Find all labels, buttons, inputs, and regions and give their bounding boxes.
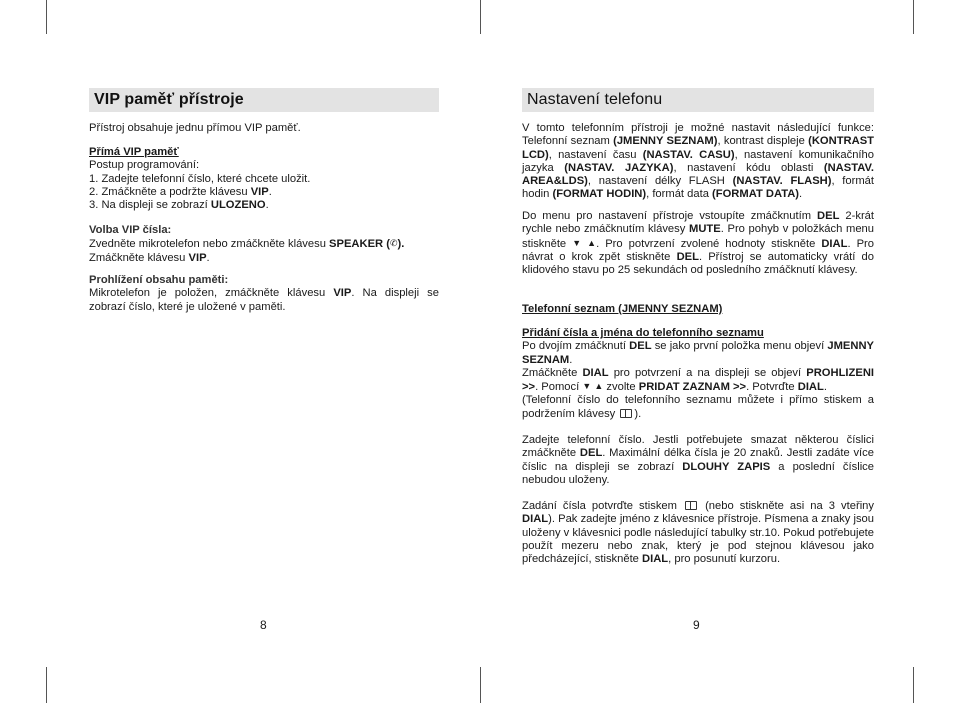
program-label: Postup programování:: [89, 159, 200, 172]
step-1: 1. Zadejte telefonní číslo, které chcete uložit.: [89, 172, 311, 185]
page-number-right: 9: [693, 618, 700, 632]
step-3: 3. Na displeji se zobrazí ULOZENO.: [89, 199, 269, 212]
memory-view-section: [89, 274, 439, 314]
right-heading-bar: [522, 88, 874, 112]
step-2: 2. Zmáčkněte a podržte klávesu VIP.: [89, 185, 272, 198]
features-paragraph: V tomto telefonním přístroji je možné nastavit následující funkce: Telefonní seznam (JMENNY SEZNAM), kontrast displeje (KONTRAST LCD), nastavení času (NASTAV. CASU), nastavení komunikačního jazyka (NASTAV. JAZYKA), nastavení kódu oblasti (NASTAV. AREA&LDS), nastavení délky FLASH (NASTAV. FLASH), formát hodin (FORMAT HODIN), formát data (FORMAT DATA).: [522, 122, 875, 201]
crop-mark: [46, 0, 47, 34]
intro-text: Přístroj obsahuje jednu přímou VIP paměť.: [89, 122, 301, 134]
direct-vip-title: Přímá VIP paměť: [89, 146, 179, 158]
right-page: [522, 88, 875, 566]
page-number-left: 8: [260, 618, 267, 632]
crop-mark: [480, 667, 481, 703]
direct-vip-section: [89, 146, 439, 212]
add-entry-text-3: (Telefonní číslo do telefonního seznamu můžete i přímo stiskem a podržením klávesy ).: [522, 394, 874, 420]
menu-navigation-paragraph: Do menu pro nastavení přístroje vstoupíte zmáčknutím DEL 2-krát rychle nebo zmáčknutím klávesy MUTE. Pro pohyb v položkách menu stiskněte ▼ ▲. Pro potvrzení zvolené hodnoty stiskněte DIAL. Pro návrat o krok zpět stiskněte DEL. Přístroj se automaticky vrátí do klidového stavu po 25 sekundách od posledního zmáčknutí klávesy.: [522, 210, 874, 277]
left-heading: VIP paměť přístroje: [94, 91, 244, 108]
handset-icon: ✆: [389, 238, 398, 249]
arrow-up-icon: ▲: [587, 237, 597, 248]
phonebook-icon: [685, 501, 697, 510]
arrow-down-icon: ▼: [582, 381, 592, 392]
enter-name-paragraph: Zadání čísla potvrďte stiskem (nebo stiskněte asi na 3 vteřiny DIAL). Pak zadejte jméno z klávesnice přístroje. Písmena a znaky jsou uloženy v klávesnici podle následující tabulky str.10. Pokud potřebujete použít mezeru nebo znak, který je pod stejnou klávesou jako předcházející, stiskněte DIAL, pro posunutí kurzoru.: [522, 500, 874, 566]
vip-call-section: [89, 224, 439, 265]
add-entry-title: Přidání čísla a jména do telefonního seznamu: [522, 327, 764, 339]
vip-call-line-2: Zmáčkněte klávesu VIP.: [89, 251, 210, 264]
add-entry-text-1: Po dvojím zmáčknutí DEL se jako první položka menu objeví JMENNY SEZNAM.: [522, 340, 874, 366]
right-heading: Nastavení telefonu: [527, 91, 663, 108]
memory-view-title: Prohlížení obsahu paměti:: [89, 274, 229, 286]
add-entry-section: [522, 327, 874, 421]
vip-call-line-1: Zvedněte mikrotelefon nebo zmáčkněte klávesu SPEAKER (✆).: [89, 238, 405, 251]
crop-mark: [913, 667, 914, 703]
left-heading-bar: [89, 88, 439, 112]
enter-number-paragraph: Zadejte telefonní číslo. Jestli potřebujete smazat některou číslici zmáčkněte DEL. Maximální délka čísla je 20 znaků. Jestli zadáte více číslic na displeji se zobrazí DLOUHY ZAPIS a poslední číslice nebudou uloženy.: [522, 434, 874, 486]
arrow-down-icon: ▼: [572, 237, 582, 248]
crop-mark: [913, 0, 914, 34]
phonebook-title: Telefonní seznam (JMENNY SEZNAM): [522, 303, 723, 315]
left-page: [89, 88, 439, 313]
vip-call-title: Volba VIP čísla:: [89, 224, 172, 236]
crop-mark: [480, 0, 481, 34]
phonebook-icon: [620, 409, 632, 418]
crop-mark: [46, 667, 47, 703]
arrow-up-icon: ▲: [594, 381, 604, 392]
add-entry-text-2: Zmáčkněte DIAL pro potvrzení a na displeji se objeví PROHLIZENI >>. Pomocí ▼ ▲ zvolte PRIDAT ZAZNAM >>. Potvrďte DIAL.: [522, 366, 875, 394]
memory-view-text: Mikrotelefon je položen, zmáčkněte klávesu VIP. Na displeji se zobrazí číslo, které je uložené v paměti.: [89, 287, 439, 313]
